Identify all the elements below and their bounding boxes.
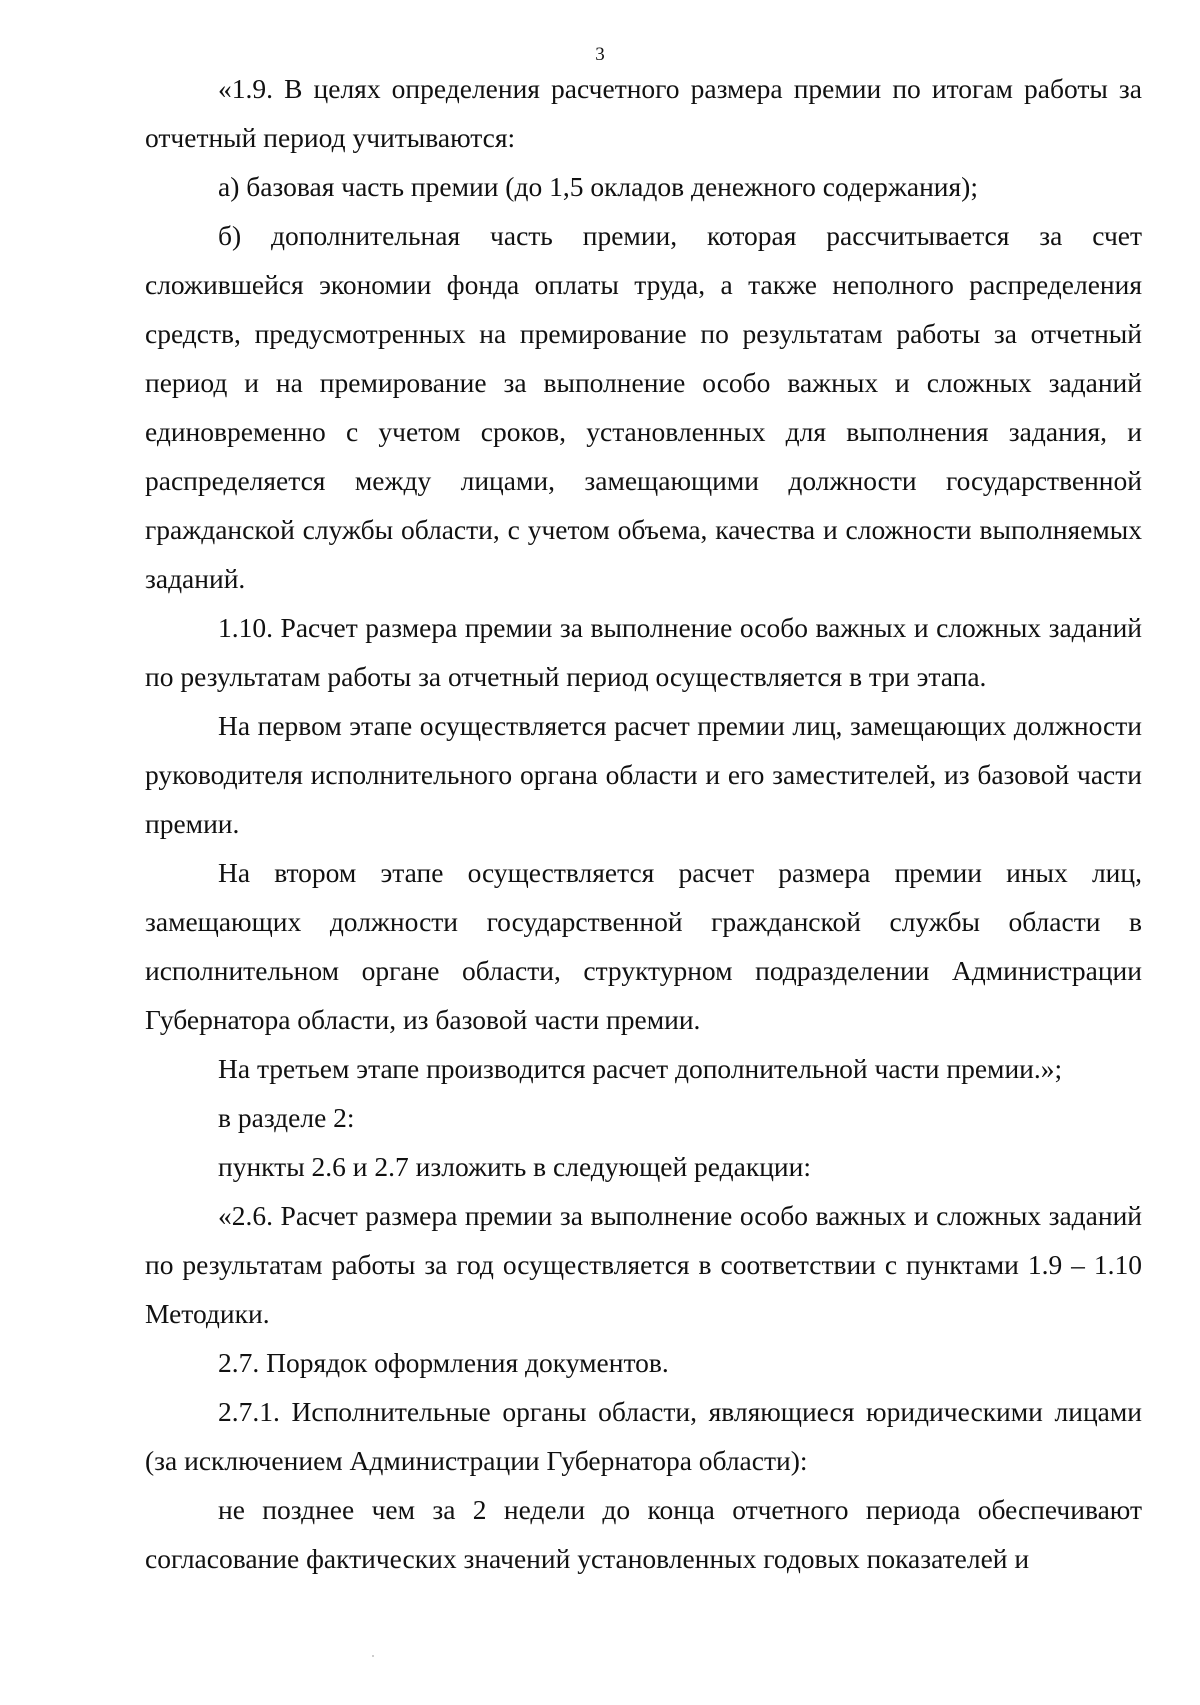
page-number: 3	[595, 44, 605, 65]
paragraph-stage-3: На третьем этапе производится расчет дополнительной части премии.»;	[218, 1053, 1063, 1084]
paragraph-2-7-1: 2.7.1. Исполнительные органы области, являющиеся юридическими лицами (за исключением Администрации Губернатора области):	[145, 1396, 1142, 1476]
paragraph-2-7: 2.7. Порядок оформления документов.	[218, 1347, 669, 1378]
paragraph-section-2: в разделе 2:	[218, 1102, 355, 1133]
scan-speck	[372, 1655, 374, 1657]
paragraph-item-a: а) базовая часть премии (до 1,5 окладов денежного содержания);	[218, 171, 978, 202]
paragraph-stage-2: На втором этапе осуществляется расчет размера премии иных лиц, замещающих должности государственной гражданской службы области в исполнительном органе области, структурном подразделении Администрации Губернатора области, из базовой части премии.	[145, 857, 1142, 1035]
paragraph-amend-2-6-2-7: пункты 2.6 и 2.7 изложить в следующей редакции:	[218, 1151, 811, 1182]
paragraph-stage-1: На первом этапе осуществляется расчет премии лиц, замещающих должности руководителя исполнительного органа области и его заместителей, из базовой части премии.	[145, 710, 1142, 839]
paragraph-2-6: «2.6. Расчет размера премии за выполнение особо важных и сложных заданий по результатам работы за год осуществляется в соответствии с пунктами 1.9 – 1.10 Методики.	[145, 1200, 1142, 1329]
document-body	[145, 64, 1142, 1583]
paragraph-1-9: «1.9. В целях определения расчетного размера премии по итогам работы за отчетный период учитываются:	[145, 73, 1142, 153]
paragraph-1-10: 1.10. Расчет размера премии за выполнение особо важных и сложных заданий по результатам работы за отчетный период осуществляется в три этапа.	[145, 612, 1142, 692]
paragraph-item-b: б) дополнительная часть премии, которая рассчитывается за счет сложившейся экономии фонда оплаты труда, а также неполного распределения средств, предусмотренных на премирование по результатам работы за отчетный период и на премирование за выполнение особо важных и сложных заданий единовременно с учетом сроков, установленных для выполнения задания, и распределяется между лицами, замещающими должности государственной гражданской службы области, с учетом объема, качества и сложности выполняемых заданий.	[145, 220, 1142, 594]
paragraph-deadline: не позднее чем за 2 недели до конца отчетного периода обеспечивают согласование фактических значений установленных годовых показателей и	[145, 1494, 1142, 1574]
